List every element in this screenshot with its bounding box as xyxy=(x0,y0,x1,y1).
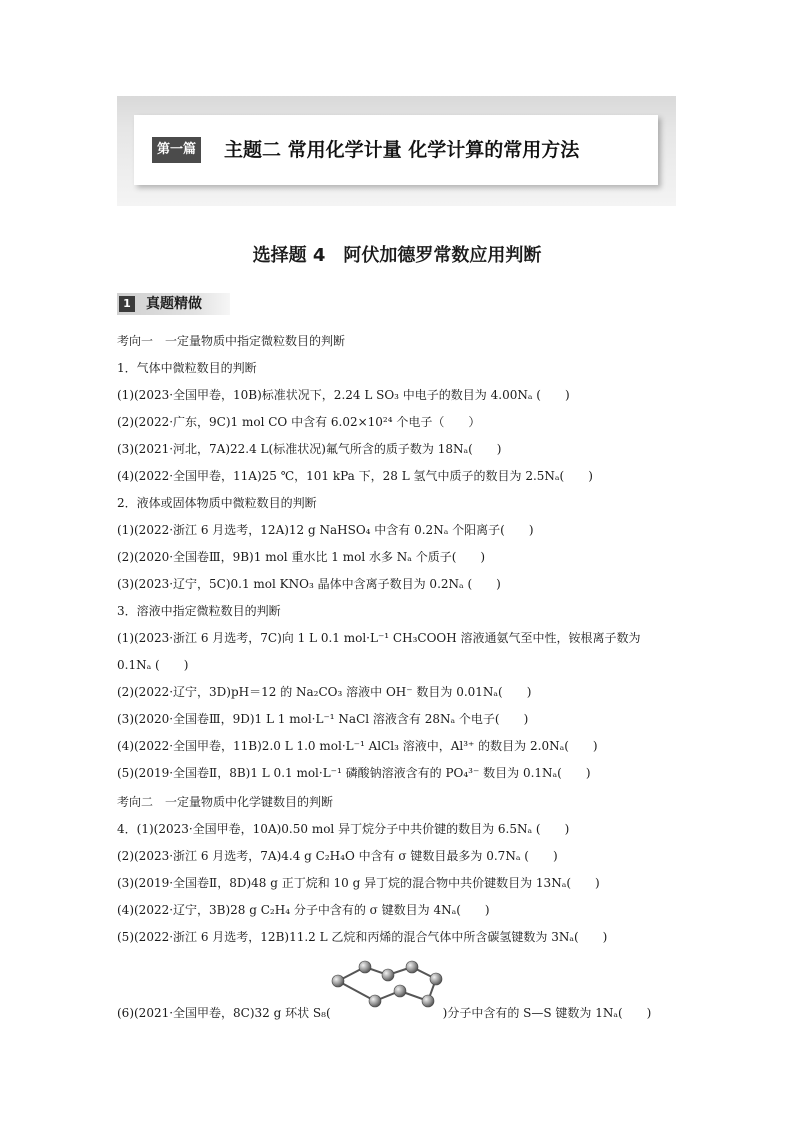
question-item: (2)(2020·全国卷Ⅲ，9B)1 mol 重水比 1 mol 水多 Nₐ 个质子( ) xyxy=(117,550,486,564)
question-item: (4)(2022·辽宁，3B)28 g C₂H₄ 分子中含有的 σ 键数目为 4Nₐ( ) xyxy=(117,903,490,917)
direction-heading: 考向二 一定量物质中化学键数目的判断 xyxy=(117,795,334,809)
question-item: (2)(2023·浙江 6 月选考，7A)4.4 g C₂H₄O 中含有 σ 键数目最多为 0.7Nₐ ( ) xyxy=(117,849,558,863)
subheading: 3．溶液中指定微粒数目的判断 xyxy=(117,604,281,618)
question-item: (3)(2023·辽宁，5C)0.1 mol KNO₃ 晶体中含离子数目为 0.2Nₐ ( ) xyxy=(117,577,501,591)
question-item: (4)(2022·全国甲卷，11A)25 ℃，101 kPa 下，28 L 氢气中质子的数目为 2.5Nₐ( ) xyxy=(117,469,593,483)
section-label: 真题精做 xyxy=(146,296,202,312)
direction-heading: 考向一 一定量物质中指定微粒数目的判断 xyxy=(117,334,346,348)
question-item: (3)(2021·河北，7A)22.4 L(标准状况)氟气所含的质子数为 18Nₐ( ) xyxy=(117,442,502,456)
question-item: (1)(2023·全国甲卷，10B)标准状况下，2.24 L SO₃ 中电子的数目为 4.00Nₐ ( ) xyxy=(117,388,570,402)
part-tag: 第一篇 xyxy=(152,137,201,163)
question-text-after-figure: )分子中含有的 S—S 键数为 1Nₐ( ) xyxy=(442,1006,652,1020)
question-item: (2)(2022·辽宁，3D)pH＝12 的 Na₂CO₃ 溶液中 OH⁻ 数目为 0.01Nₐ( ) xyxy=(117,685,532,699)
question-item: (1)(2022·浙江 6 月选考，12A)12 g NaHSO₄ 中含有 0.2Nₐ 个阳离子( ) xyxy=(117,523,534,537)
question-item: (5)(2022·浙江 6 月选考，12B)11.2 L 乙烷和丙烯的混合气体中所含碳氢键数为 3Nₐ( ) xyxy=(117,930,608,944)
question-text-before-figure: (6)(2021·全国甲卷，8C)32 g 环状 S₈( xyxy=(117,1006,331,1020)
question-item: (2)(2022·广东，9C)1 mol CO 中含有 6.02×10²⁴ 个电子（ ） xyxy=(117,415,481,429)
question-item: (5)(2019·全国卷Ⅱ，8B)1 L 0.1 mol·L⁻¹ 磷酸钠溶液含有的 PO₄³⁻ 数目为 0.1Nₐ( ) xyxy=(117,766,591,780)
question-item: (3)(2019·全国卷Ⅱ，8D)48 g 正丁烷和 10 g 异丁烷的混合物中共价键数目为 13Nₐ( ) xyxy=(117,876,600,890)
question-item: (1)(2023·浙江 6 月选考，7C)向 1 L 0.1 mol·L⁻¹ CH₃COOH 溶液通氨气至中性，铵根离子数为 xyxy=(117,631,641,645)
subheading: 1．气体中微粒数目的判断 xyxy=(117,361,257,375)
question-item: 4．(1)(2023·全国甲卷，10A)0.50 mol 异丁烷分子中共价键的数目为 6.5Nₐ ( ) xyxy=(117,822,570,836)
question-item: (4)(2022·全国甲卷，11B)2.0 L 1.0 mol·L⁻¹ AlCl₃ 溶液中，Al³⁺ 的数目为 2.0Nₐ( ) xyxy=(117,739,598,753)
subheading: 2．液体或固体物质中微粒数目的判断 xyxy=(117,496,317,510)
s8-ring-molecule-icon xyxy=(330,955,445,1015)
topic-title: 主题二 常用化学计量 化学计算的常用方法 xyxy=(224,139,580,161)
section-number-icon: 1 xyxy=(119,296,135,312)
page-title: 选择题 4 阿伏加德罗常数应用判断 xyxy=(252,245,542,266)
question-item: (3)(2020·全国卷Ⅲ，9D)1 L 1 mol·L⁻¹ NaCl 溶液含有 28Nₐ 个电子( ) xyxy=(117,712,529,726)
question-item-continued: 0.1Nₐ ( ) xyxy=(117,658,189,672)
